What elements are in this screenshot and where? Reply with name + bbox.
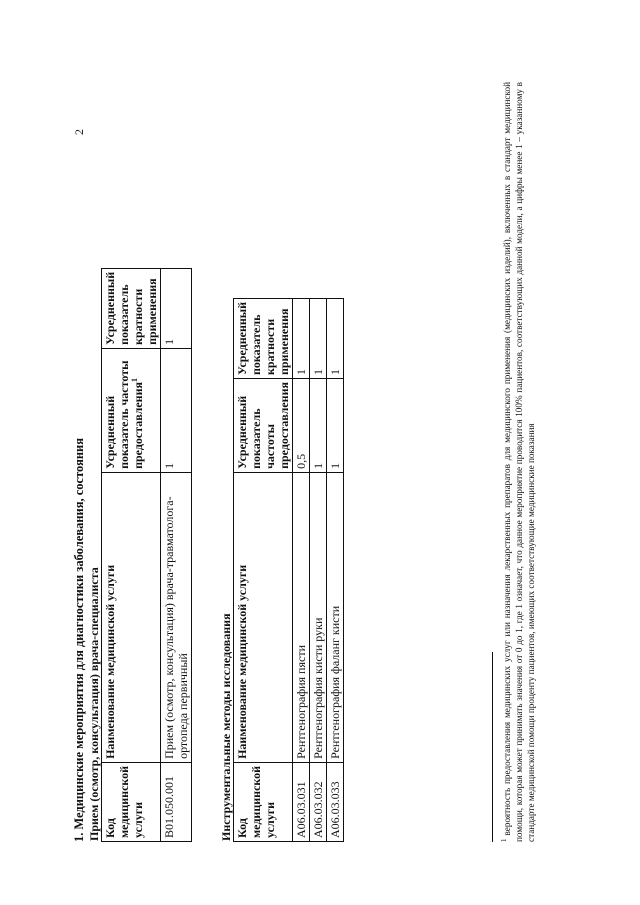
heading-text: Медицинские мероприятия для диагностики заболевания, состояния [72, 438, 86, 830]
header-code: Код медицинской услуги [234, 762, 293, 841]
cell-name: Рентгенография кисти руки [310, 472, 327, 762]
header-multiplicity: Усредненный показатель кратности применения [102, 268, 161, 348]
cell-multiplicity: 1 [310, 298, 327, 378]
footnote-ref: 1 [130, 378, 139, 383]
header-name: Наименование медицинской услуги [102, 472, 161, 762]
heading-number: 1. [72, 832, 86, 842]
footnote-text: вероятность предоставления медицинских услуг или назначения лекарственных препаратов для медицинского применения (медицинских изделий), включенных в стандарт медицинской помощи, которая может принимать значения от 0 до 1, где 1 означает, что данное мероприятие проводится 100% пациентов, соответствующих данной модели, а цифры менее 1 – указанному в стандарте медицинской помощи проценту пациентов, имеющих соответствующие медицинские показания [502, 82, 537, 842]
cell-multiplicity: 1 [293, 298, 310, 378]
instrumental-block [220, 298, 344, 842]
table-header-row [234, 298, 293, 841]
consultation-block [88, 268, 192, 842]
footnote-mark: 1 [500, 838, 508, 842]
footnote [498, 82, 537, 842]
section-heading [72, 142, 86, 842]
page-number: 2 [72, 129, 86, 135]
cell-code: B01.050.001 [161, 762, 192, 841]
cell-code: A06.03.033 [327, 762, 344, 841]
cell-name: Рентгенография фаланг кисти [327, 472, 344, 762]
cell-frequency: 1 [327, 379, 344, 473]
header-frequency [102, 348, 161, 472]
cell-code: A06.03.032 [310, 762, 327, 841]
cell-frequency: 0,5 [293, 379, 310, 473]
rotated-page-content [72, 82, 572, 842]
header-frequency-text: Усредненный показатель частоты предоставления [103, 360, 145, 469]
table-row [293, 298, 310, 841]
cell-name: Прием (осмотр, консультация) врача-травматолога-ортопеда первичный [161, 472, 192, 762]
cell-frequency: 1 [161, 348, 192, 472]
header-multiplicity: Усредненный показатель кратности применения [234, 298, 293, 378]
instrumental-table [233, 298, 344, 842]
table-header-row [102, 268, 161, 841]
cell-code: A06.03.031 [293, 762, 310, 841]
instrumental-title: Инструментальные методы исследования [219, 613, 233, 841]
consultation-table [101, 268, 192, 842]
table-row [327, 298, 344, 841]
consultation-title: Прием (осмотр, консультация) врача-специалиста [87, 567, 101, 841]
table-row [310, 298, 327, 841]
header-name: Наименование медицинской услуги [234, 472, 293, 762]
cell-multiplicity: 1 [161, 268, 192, 348]
cell-name: Рентгенография пясти [293, 472, 310, 762]
cell-frequency: 1 [310, 379, 327, 473]
cell-multiplicity: 1 [327, 298, 344, 378]
header-code: Код медицинской услуги [102, 762, 161, 841]
footnote-divider [492, 652, 493, 842]
table-row [161, 268, 192, 841]
header-frequency: Усредненный показатель частоты предоставления [234, 379, 293, 473]
